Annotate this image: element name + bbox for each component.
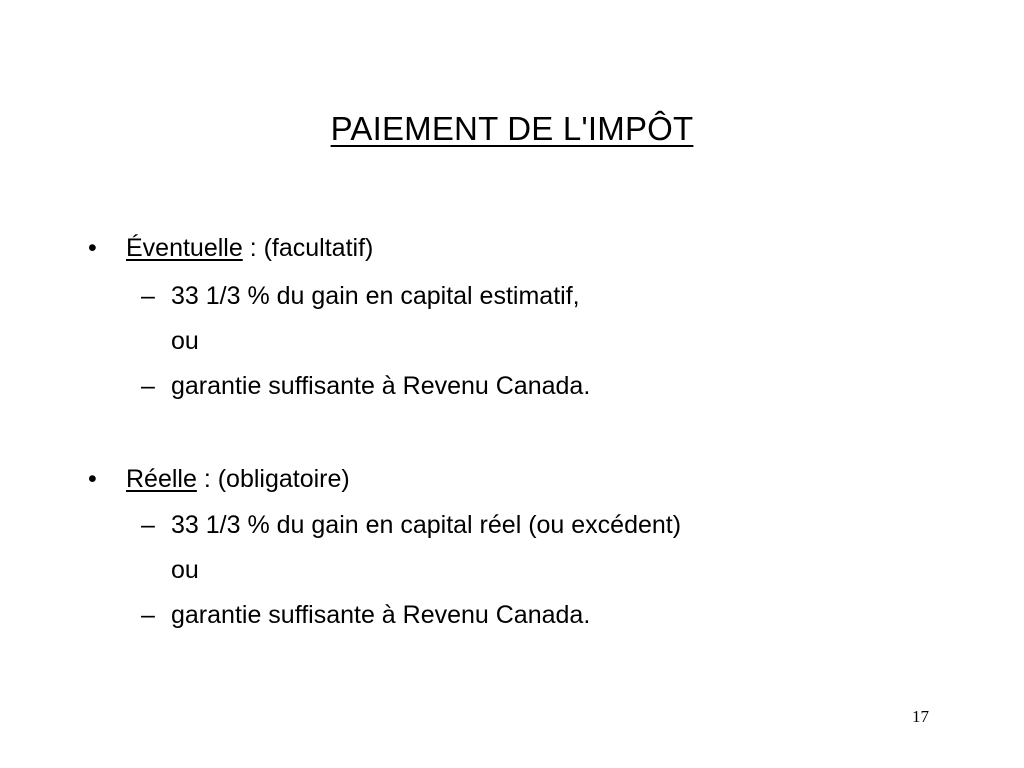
sub-item-2-3: garantie suffisante à Revenu Canada. [171, 601, 591, 629]
bullet-2-text [126, 464, 350, 494]
bullet-1-rest: : (facultatif) [242, 234, 374, 262]
dash-1-1: – [141, 282, 155, 310]
page-number: 17 [912, 707, 929, 726]
sub-item-1-1: 33 1/3 % du gain en capital estimatif, [171, 282, 580, 310]
slide-title [0, 110, 1024, 148]
bullet-2-rest: : (obligatoire) [196, 465, 350, 493]
bullet-1-text [126, 233, 373, 263]
sub-item-2-2: ou [171, 556, 199, 584]
dash-2-1: – [141, 511, 155, 539]
bullet-1-term: Éventuelle [126, 234, 243, 262]
sub-item-2-1: 33 1/3 % du gain en capital réel (ou excédent) [171, 511, 682, 539]
slide-title-text: PAIEMENT DE L'IMPÔT [330, 110, 694, 147]
bullet-1: • [88, 234, 97, 262]
bullet-2-term: Réelle [126, 465, 197, 493]
sub-item-1-2: ou [171, 327, 199, 355]
dash-1-3: – [141, 372, 155, 400]
sub-item-1-3: garantie suffisante à Revenu Canada. [171, 372, 591, 400]
dash-2-3: – [141, 601, 155, 629]
bullet-2: • [88, 465, 97, 493]
